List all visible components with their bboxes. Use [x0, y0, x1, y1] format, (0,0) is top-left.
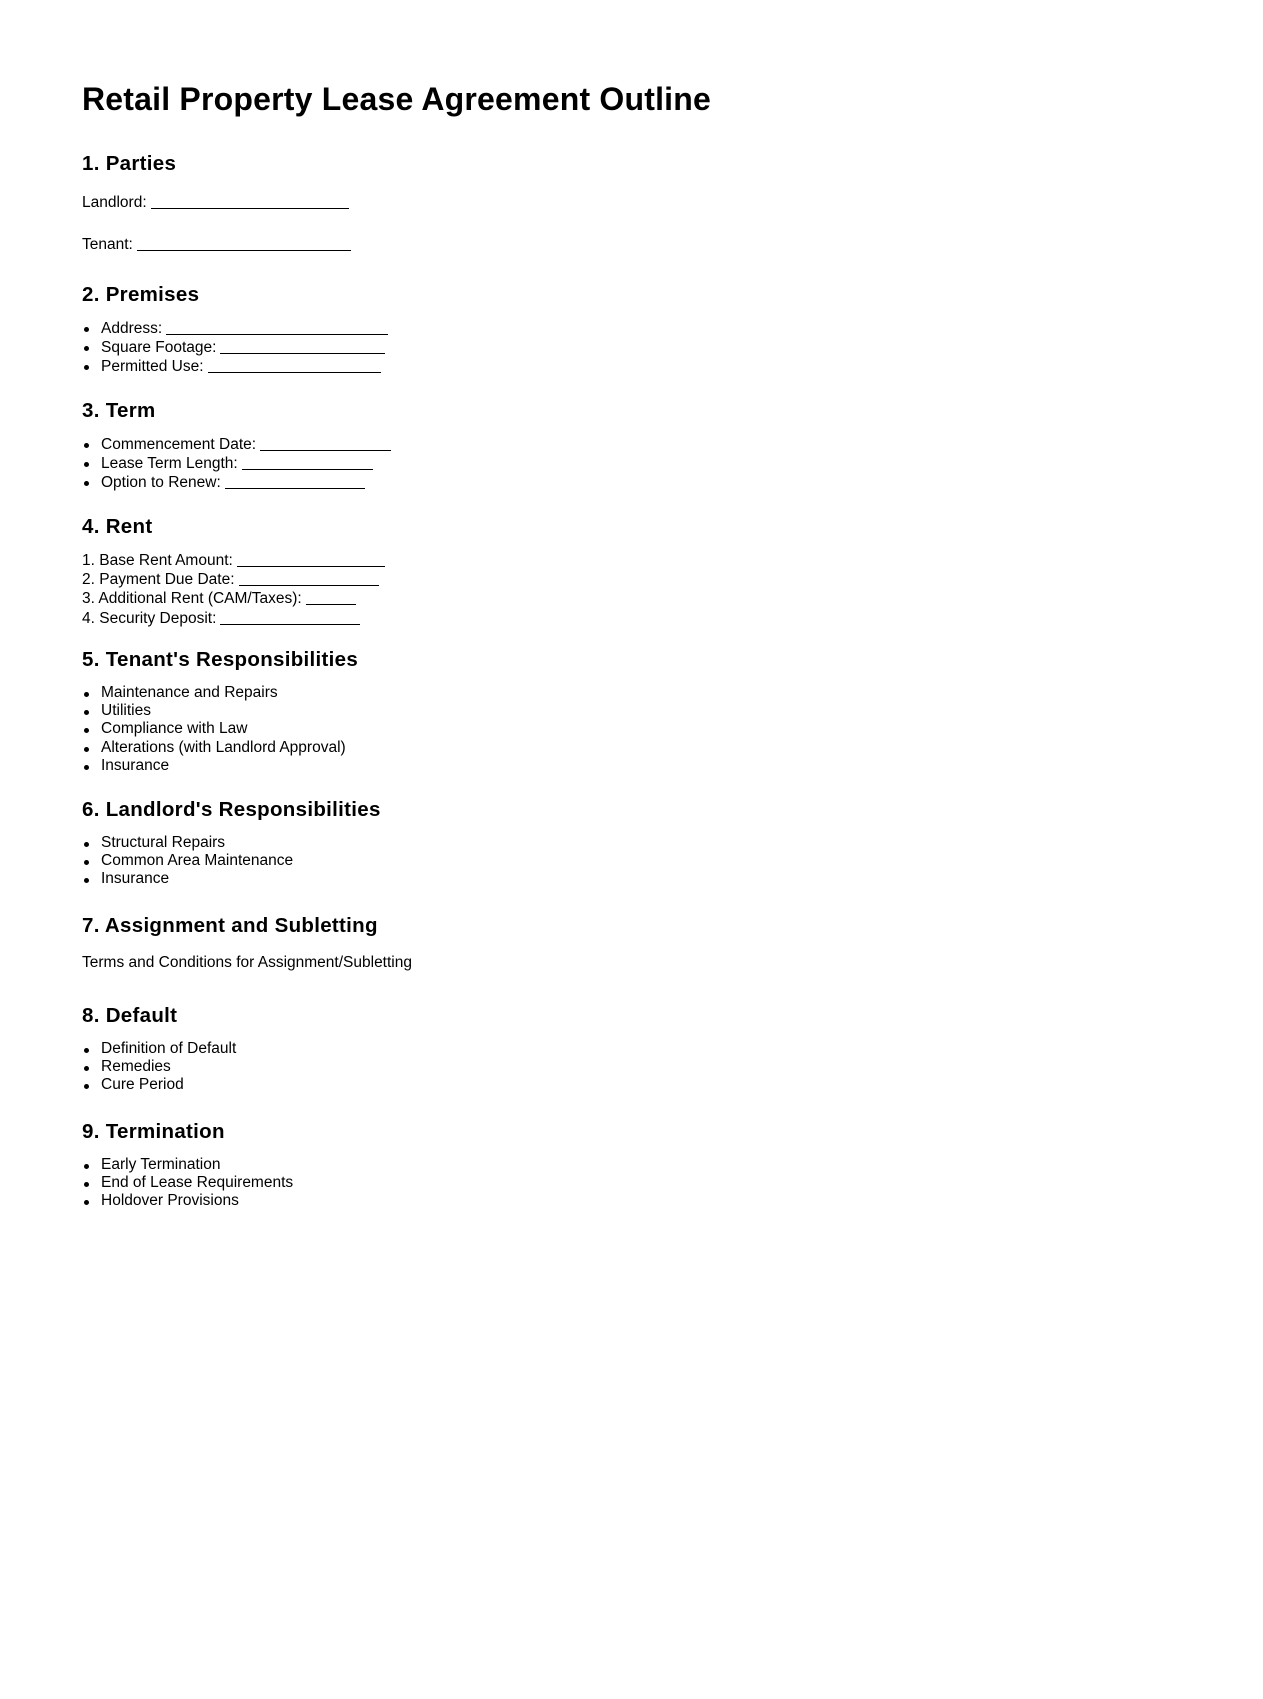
- list-item: Insurance: [82, 870, 381, 888]
- tenant-blank[interactable]: [137, 237, 351, 251]
- section-heading: 9. Termination: [82, 1120, 225, 1143]
- list-item: Option to Renew:: [82, 473, 391, 492]
- list-item: 2. Payment Due Date:: [82, 570, 385, 589]
- field-label: Tenant:: [82, 236, 133, 253]
- section-heading: 6. Landlord's Responsibilities: [82, 798, 381, 821]
- section-term: [82, 399, 391, 493]
- list-item: 3. Additional Rent (CAM/Taxes):: [82, 589, 385, 608]
- section-assignment-subletting: [82, 914, 412, 972]
- list-item: Common Area Maintenance: [82, 852, 381, 870]
- address-blank[interactable]: [166, 321, 388, 335]
- list-item: Commencement Date:: [82, 435, 391, 454]
- section-default: [82, 1004, 236, 1095]
- list-item: Cure Period: [82, 1076, 236, 1094]
- list-item: Remedies: [82, 1058, 236, 1076]
- permitted-use-blank[interactable]: [208, 359, 381, 373]
- list-item: Maintenance and Repairs: [82, 684, 358, 702]
- list-item: 1. Base Rent Amount:: [82, 551, 385, 570]
- list-item: Utilities: [82, 702, 358, 720]
- section-parties: [82, 152, 351, 254]
- list-item: Insurance: [82, 757, 358, 775]
- list-item: End of Lease Requirements: [82, 1174, 293, 1192]
- square-footage-blank[interactable]: [220, 340, 385, 354]
- list-item: Permitted Use:: [82, 357, 388, 376]
- field-label: Landlord:: [82, 194, 147, 211]
- list-item: Early Termination: [82, 1156, 293, 1174]
- list-item: Holdover Provisions: [82, 1192, 293, 1210]
- assignment-paragraph: Terms and Conditions for Assignment/Subletting: [82, 954, 412, 971]
- section-heading: 1. Parties: [82, 152, 177, 175]
- tenant-responsibilities-list: [82, 684, 358, 775]
- list-item: Square Footage:: [82, 338, 388, 357]
- landlord-field: [82, 193, 351, 212]
- termination-list: [82, 1156, 293, 1211]
- list-item: Compliance with Law: [82, 720, 358, 738]
- section-heading: 8. Default: [82, 1004, 178, 1027]
- list-item: Address:: [82, 319, 388, 338]
- additional-rent-blank[interactable]: [306, 591, 356, 605]
- section-termination: [82, 1120, 293, 1211]
- term-list: [82, 435, 391, 493]
- section-heading: 7. Assignment and Subletting: [82, 914, 378, 937]
- list-item: Lease Term Length:: [82, 454, 391, 473]
- section-tenant-responsibilities: [82, 648, 358, 775]
- section-heading: 2. Premises: [82, 283, 200, 306]
- base-rent-blank[interactable]: [237, 553, 385, 567]
- lease-term-length-blank[interactable]: [242, 456, 373, 470]
- section-rent: [82, 515, 385, 628]
- default-list: [82, 1040, 236, 1095]
- payment-due-date-blank[interactable]: [239, 572, 379, 586]
- tenant-field: [82, 235, 351, 254]
- commencement-date-blank[interactable]: [260, 437, 391, 451]
- premises-list: [82, 319, 388, 377]
- section-premises: [82, 283, 388, 377]
- list-item: Structural Repairs: [82, 834, 381, 852]
- landlord-blank[interactable]: [151, 195, 349, 209]
- section-heading: 5. Tenant's Responsibilities: [82, 648, 359, 671]
- section-heading: 3. Term: [82, 399, 156, 422]
- list-item: Definition of Default: [82, 1040, 236, 1058]
- list-item: 4. Security Deposit:: [82, 609, 385, 628]
- rent-list: [82, 551, 385, 628]
- landlord-responsibilities-list: [82, 834, 381, 889]
- list-item: Alterations (with Landlord Approval): [82, 739, 358, 757]
- option-to-renew-blank[interactable]: [225, 475, 365, 489]
- section-heading: 4. Rent: [82, 515, 153, 538]
- document-title: Retail Property Lease Agreement Outline: [82, 81, 712, 117]
- security-deposit-blank[interactable]: [220, 611, 360, 625]
- section-landlord-responsibilities: [82, 798, 381, 889]
